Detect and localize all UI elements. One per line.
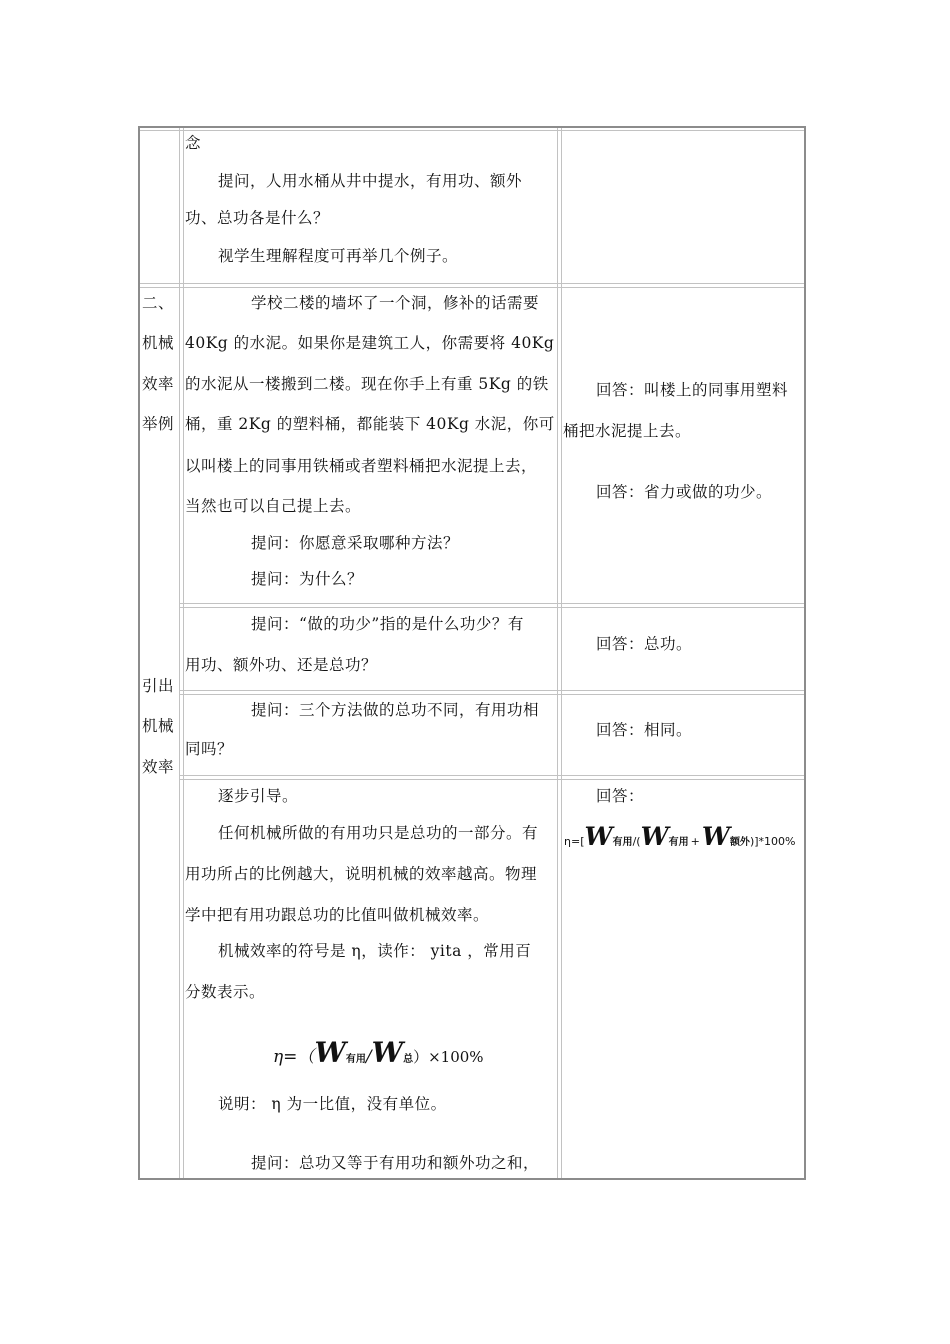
efficiency-formula	[273, 1036, 484, 1069]
a5-sub3: 额外	[729, 837, 750, 848]
example-line-5: 以叫楼上的同事用铁桶或者塑料桶把水泥提上去，	[185, 457, 538, 475]
a5-plus: +	[690, 835, 700, 848]
a5-sub2: 有用	[668, 837, 689, 848]
row-sep-1	[140, 283, 804, 284]
formula-eta: η=（	[273, 1047, 315, 1067]
section2-label-4: 举例	[142, 415, 175, 433]
top-cell-line4: 视学生理解程度可再举几个例子。	[218, 247, 459, 265]
table-border-bottom	[138, 1178, 806, 1180]
answer-3: 回答：总功。	[596, 635, 693, 653]
row-sep-4b	[180, 779, 804, 780]
table-border-top-inner	[140, 130, 804, 131]
row-sep-2	[180, 603, 804, 604]
question-3-line2: 用功、额外功、还是总功？	[185, 656, 378, 674]
section3-label-1: 引出	[142, 677, 175, 695]
section2-label-1: 二、	[142, 294, 175, 312]
answer-4: 回答：相同。	[596, 721, 693, 739]
row-sep-2b	[180, 607, 804, 608]
a5-w1: W	[584, 822, 613, 851]
answer-5: 回答：	[596, 787, 645, 805]
example-line-2: 40Kg 的水泥。如果你是建筑工人，你需要将 40Kg	[185, 334, 555, 352]
col-divider-1b	[183, 128, 184, 1178]
section3-label-2: 机械	[142, 717, 175, 735]
a5-w3: W	[701, 822, 730, 851]
guide-text: 逐步引导。	[218, 787, 299, 805]
para-line-3: 学中把有用功跟总功的比值叫做机械效率。	[185, 906, 490, 924]
question-4-line2: 同吗？	[185, 740, 234, 758]
note-text: 说明： η 为一比值，没有单位。	[218, 1095, 447, 1113]
a5-open: /(	[632, 835, 641, 848]
section2-label-3: 效率	[142, 375, 175, 393]
formula-w-useful: W	[314, 1036, 346, 1069]
col-divider-2	[557, 128, 558, 1178]
answer-1-line1: 回答：叫楼上的同事用塑料	[596, 381, 789, 399]
row-sep-3b	[180, 694, 804, 695]
col-divider-2b	[561, 128, 562, 1178]
formula-tail: ）×100%	[413, 1048, 484, 1066]
top-cell-line2: 提问，人用水桶从井中提水，有用功、额外	[218, 172, 523, 190]
formula-sub-useful: 有用	[345, 1054, 366, 1065]
row-sep-1b	[140, 287, 804, 288]
a5-sub1: 有用	[612, 837, 633, 848]
answer-5-formula	[564, 822, 795, 851]
question-2: 提问：为什么？	[251, 570, 364, 588]
answer-2: 回答：省力或做的功少。	[596, 483, 773, 501]
example-line-6: 当然也可以自己提上去。	[185, 497, 362, 515]
row-sep-3	[180, 690, 804, 691]
top-cell-line3: 功、总功各是什么？	[185, 209, 330, 227]
formula-sub-total: 总	[403, 1054, 414, 1065]
question-1: 提问：你愿意采取哪种方法？	[251, 534, 460, 552]
table-border-left	[138, 126, 140, 1180]
a5-tail: )]*100%	[749, 835, 796, 848]
table-border-top	[138, 126, 806, 128]
question-3-line1: 提问：“做的功少”指的是什么功少？有	[251, 615, 524, 633]
section2-label-2: 机械	[142, 334, 175, 352]
formula-w-total: W	[371, 1036, 404, 1069]
table-border-right	[804, 126, 806, 1180]
section3-label-3: 效率	[142, 758, 175, 776]
a5-w2: W	[640, 822, 669, 851]
symbol-line-2: 分数表示。	[185, 983, 266, 1001]
top-cell-line1: 念	[185, 134, 202, 152]
row-sep-4	[180, 775, 804, 776]
col-divider-1	[179, 128, 180, 1178]
a5-head: η=[	[564, 835, 585, 848]
example-line-3: 的水泥从一楼搬到二楼。现在你手上有重 5Kg 的铁	[185, 375, 549, 393]
para-line-2: 用功所占的比例越大，说明机械的效率越高。物理	[185, 865, 538, 883]
example-line-1: 学校二楼的墙坏了一个洞，修补的话需要	[251, 294, 540, 312]
example-line-4: 桶，重 2Kg 的塑料桶，都能装下 40Kg 水泥，你可	[185, 415, 555, 433]
symbol-line-1: 机械效率的符号是 η，读作： yita ，常用百	[218, 942, 532, 960]
question-5: 提问：总功又等于有用功和额外功之和，	[251, 1154, 540, 1172]
answer-1-line2: 桶把水泥提上去。	[563, 422, 692, 440]
question-4-line1: 提问：三个方法做的总功不同，有用功相	[251, 701, 540, 719]
formula-slash: /	[365, 1047, 372, 1067]
para-line-1: 任何机械所做的有用功只是总功的一部分。有	[218, 824, 539, 842]
